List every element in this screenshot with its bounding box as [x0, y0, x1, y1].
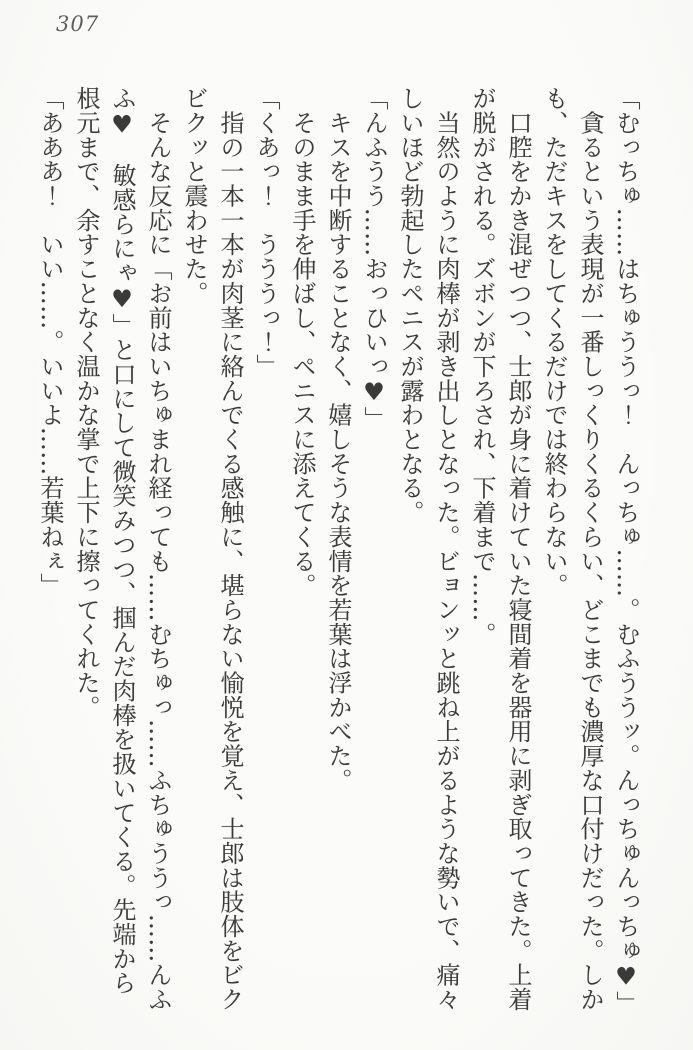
narration-paragraph: 口腔をかき混ぜつつ、士郎が身に着けていた寝間着を器用に剥ぎ取ってきた。上着が脱がされる。ズボンが下ろされ、下着まで……。 [468, 86, 532, 1012]
dialogue-paragraph: 「くあっ！ うううっ！」 [252, 86, 280, 379]
narration-paragraph: キスを中断することなく、嬉しそうな表情を若葉は浮かべた。 [324, 86, 352, 793]
page-number: 307 [56, 12, 100, 36]
dialogue-paragraph: 「あああ！ いい……。いいよ……若葉ねぇ」 [36, 86, 64, 598]
vertical-text-block [32, 86, 644, 1014]
narration-paragraph: 貪るという表現が一番しっくりくるくらい、どこまでも濃厚な口付けだった。しかも、ただキスをしてくるだけでは終わらない。 [540, 86, 604, 1012]
narration-paragraph: 指の一本一本が肉茎に絡んでくる感触に、堪らない愉悦を覚え、士郎は肢体をビクビクッと震わせた。 [180, 86, 244, 1012]
dialogue-paragraph: 「むっちゅ……はちゅううっ！ んっちゅ……。むふううッ。んっちゅんっちゅ♥」 [612, 86, 640, 1016]
dialogue-paragraph: 「んふうう……おっひいっ♥」 [360, 86, 388, 431]
narration-paragraph: 当然のように肉棒が剥き出しとなった。ビョンッと跳ね上がるような勢いで、痛々しいほど勃起したペニスが露わとなる。 [396, 86, 460, 1012]
narration-paragraph: そのまま手を伸ばし、ペニスに添えてくる。 [288, 86, 316, 598]
narration-paragraph: そんな反応に「お前はいちゅまれ経っても……むちゅっ……ふちゅううっ……んふふ♥ 敏感らにゃ♥」と口にして微笑みつつ、掴んだ肉棒を扱いてくる。先端から根元まで、余すことなく温かな掌で上下に擦ってくれた。 [72, 86, 172, 1012]
